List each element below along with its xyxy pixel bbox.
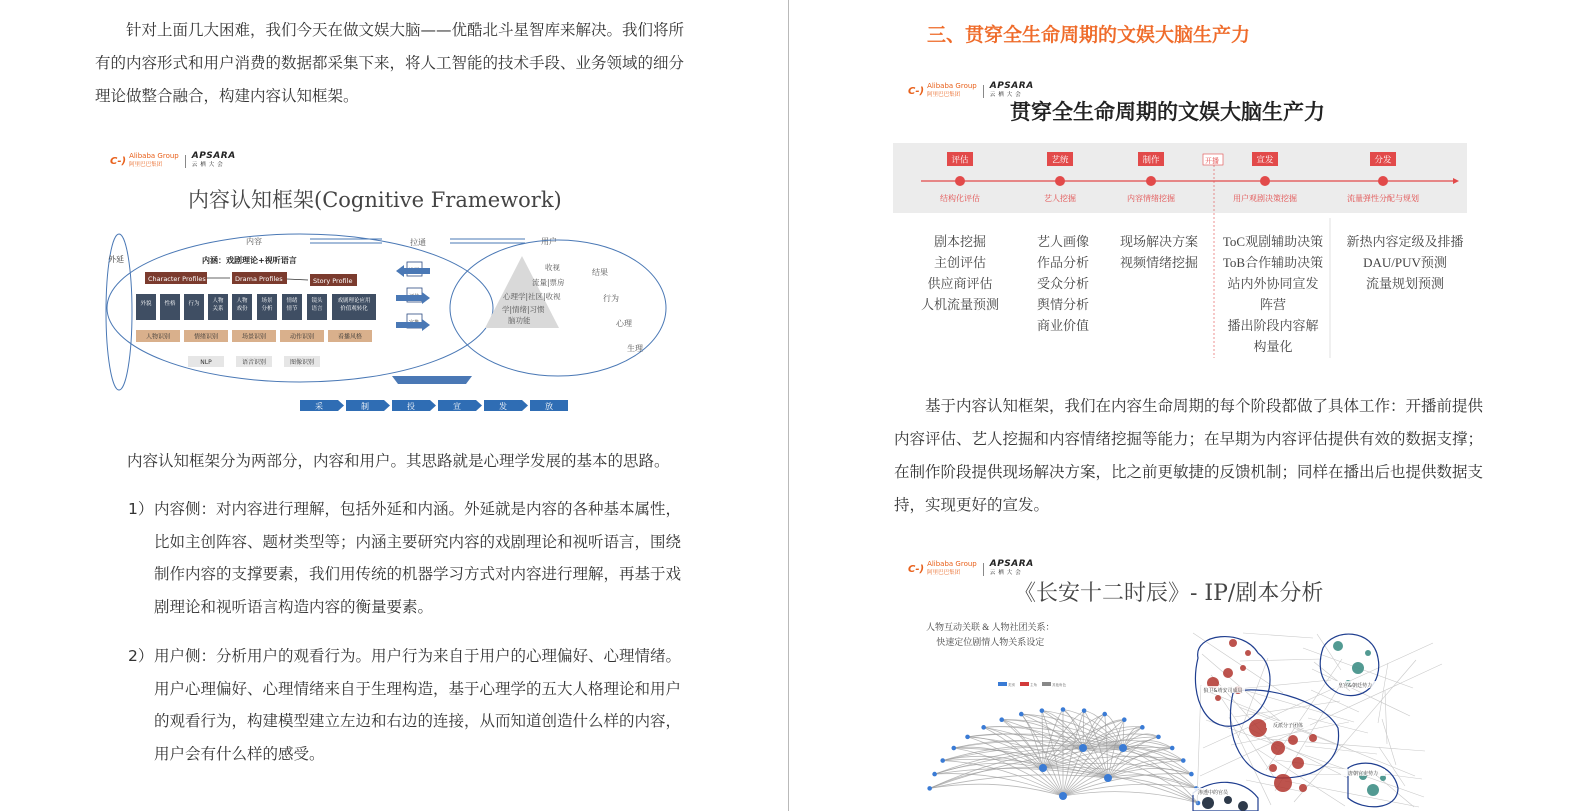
stage-tag-label: 分发: [1374, 155, 1392, 166]
network-node: [1271, 741, 1285, 755]
network-edge: [1385, 691, 1387, 744]
list-number: 1）: [128, 500, 154, 518]
network-edge: [1237, 680, 1331, 689]
network-node: [1292, 757, 1304, 769]
stage-item: 剧本挖掘: [933, 234, 986, 249]
attr-label: 性格: [164, 301, 176, 307]
network-node: [1333, 641, 1343, 651]
list-item-2: [128, 640, 684, 770]
tech-label: NLP: [200, 359, 212, 366]
attr-label: 戏剧理论应用: [337, 298, 371, 304]
stage-item: 艺人画像: [1036, 234, 1089, 249]
stage-item: 流量规划预测: [1365, 276, 1444, 291]
figure-changan-title: 《长安十二时辰》- IP/剧本分析: [1014, 581, 1324, 606]
network-node: [1119, 744, 1127, 752]
recog-label: 人物识别: [145, 333, 171, 341]
network-node: [1039, 764, 1047, 772]
logo-alibaba-text: Alibaba Group: [927, 82, 977, 90]
attr-label: 关系: [212, 306, 224, 312]
stage-label: 采: [315, 402, 323, 411]
stage-tag-label: 宣发: [1256, 155, 1274, 166]
cluster-outline: [1193, 782, 1258, 811]
profile-story: Story Profile: [313, 277, 353, 285]
network-graph-right: [1191, 633, 1442, 811]
network-node: [965, 735, 970, 740]
logo-alibaba-zh: 阿里巴巴集团: [927, 570, 961, 576]
cluster-label: 反派分子团体: [1272, 723, 1304, 729]
stage-label: 投: [407, 402, 415, 411]
stage-dot: [1055, 176, 1065, 186]
stage-item: DAU/PUV预测: [1363, 255, 1447, 270]
stage-item: 受众分析: [1036, 276, 1089, 291]
network-node: [940, 758, 945, 763]
attr-label: 镜头: [311, 298, 323, 304]
network-node: [981, 725, 986, 730]
network-node: [1202, 797, 1214, 809]
result-3: 心理: [616, 319, 632, 328]
legend-swatch: [1020, 682, 1029, 686]
stage-dot: [1378, 176, 1388, 186]
cluster-label: 唐朝官吏势力: [1347, 771, 1379, 777]
network-graph-left: [927, 707, 1200, 805]
right-page: [790, 0, 1579, 811]
network-node: [927, 786, 932, 791]
network-node: [1249, 719, 1267, 737]
stage-item: 商业价值: [1036, 318, 1089, 333]
network-edge: [1123, 720, 1124, 748]
pyramid-2: 流量|票房: [532, 278, 565, 287]
list-text: 内容侧：对内容进行理解，包括外延和内涵。外延就是内容的各种基本属性，比如主创阵容、题材类型等；内涵主要研究内容的戏剧理论和视听语言，围绕制作内容的支撑要素，我们用传统的机器学习方式对内容进行理解，再基于戏剧理论和视听语言构造内容的衡量要素。: [154, 500, 682, 616]
network-node: [1019, 712, 1024, 717]
recognition-boxes: [136, 330, 372, 342]
network-node: [1274, 774, 1292, 792]
stage-sub-label: 内容情绪挖掘: [1127, 194, 1175, 203]
stage-item: 现场解决方案: [1119, 234, 1198, 249]
stage-label: 发: [499, 402, 507, 411]
network-node: [1299, 784, 1307, 792]
label-user: 用户: [541, 237, 557, 246]
stage-item: 播出阶段内容解: [1227, 318, 1319, 333]
stage-item: 主创评估: [933, 255, 986, 270]
network-edge: [1063, 792, 1198, 803]
logo-alibaba-zh: 阿里巴巴集团: [927, 92, 961, 98]
stage-items-column: [1335, 231, 1475, 294]
network-node: [1367, 784, 1379, 796]
left-page: [0, 0, 788, 811]
network-node: [1059, 792, 1067, 800]
pyramid-3: 心理学|社区|收视: [503, 292, 561, 301]
cluster-label: 皇宫&朝廷势力: [1338, 683, 1372, 689]
stage-item: 视频情绪挖掘: [1119, 255, 1198, 270]
stage-sub-label: 艺人挖掘: [1044, 194, 1076, 203]
logo-apsara-zh: 云栖大会: [191, 162, 226, 168]
network-node: [1189, 772, 1194, 777]
stage-tag-label: 评估: [951, 155, 969, 166]
section-heading: 三、贯穿全生命周期的文娱大脑生产力: [927, 24, 1251, 46]
network-node: [932, 772, 937, 777]
network-edge: [1240, 659, 1322, 661]
network-node: [1079, 744, 1087, 752]
network-node: [1102, 712, 1107, 717]
stage-dot: [955, 176, 965, 186]
network-node: [999, 717, 1004, 722]
network-node: [1223, 668, 1233, 678]
network-node: [1082, 708, 1087, 713]
stage-sub-label: 流量弹性分配与规划: [1347, 194, 1419, 203]
network-node: [1229, 639, 1237, 647]
stage-dot: [1146, 176, 1156, 186]
list-number: 2）: [128, 647, 154, 665]
network-edge: [1203, 643, 1433, 748]
profile-drama: Drama Profiles: [235, 275, 283, 283]
attr-label: 戏份: [236, 306, 248, 312]
character-network-graphs: [893, 628, 1473, 811]
alibaba-logo-icon: C-): [908, 563, 925, 575]
alibaba-apsara-logo: [110, 152, 236, 170]
tech-label: 图像识别: [289, 359, 315, 366]
attr-label: 外貌: [140, 301, 152, 307]
lifecycle-paragraph: 基于内容认知框架，我们在内容生命周期的每个阶段都做了具体工作：开播前提供内容评估、艺人挖掘和内容情绪挖掘等能力；在早期为内容评估提供有效的数据支撑；在制作阶段提供现场解决方案，比之前更敏捷的反馈机制；同样在播出后也提供数据支持，实现更好的宣发。: [894, 397, 1484, 514]
network-node: [1240, 665, 1246, 671]
network-node: [1156, 735, 1161, 740]
stage-label: 放: [545, 402, 553, 411]
profile-character: Character Profiles: [148, 275, 206, 283]
result-1: 结果: [592, 268, 608, 277]
network-edge: [1382, 719, 1396, 765]
logo-apsara-text: APSARA: [191, 151, 236, 161]
caption-line-1: 人物互动关联 & 人物社团关系：: [926, 622, 1055, 632]
caption-line-2: 快速定位剧情人物关系设定: [936, 637, 1045, 647]
network-node: [1215, 695, 1221, 701]
network-node: [1140, 725, 1145, 730]
network-legend: [998, 682, 1067, 687]
stage-sub-label: 结构化评估: [940, 194, 980, 203]
network-node: [1352, 662, 1364, 674]
cluster-outline: [1195, 637, 1270, 727]
stage-item: 舆情分析: [1036, 297, 1089, 312]
recog-label: 情绪识别: [193, 333, 219, 341]
intro-paragraph: 针对上面几大困难，我们今天在做文娱大脑——优酷北斗星智库来解决。我们将所有的内容形式和用户消费的数据都采集下来，将人工智能的技术手段、业务领域的细分理论做整合融合，构建内容认知框架。: [95, 21, 685, 105]
network-node: [1061, 707, 1066, 712]
logo-apsara-zh: 云栖大会: [989, 570, 1024, 576]
stage-bar: [300, 400, 568, 411]
stage-dot: [1260, 176, 1270, 186]
recog-label: 动作识别: [289, 333, 315, 341]
legend-label: 其他角色: [1052, 683, 1066, 687]
stage-sub-label: 用户观剧决策挖掘: [1233, 194, 1297, 203]
network-node: [1309, 734, 1317, 742]
cluster-outline: [1230, 690, 1338, 778]
figure-cognitive-title: 内容认知框架(Cognitive Framework): [188, 188, 562, 212]
network-node: [1181, 758, 1186, 763]
summary-paragraph: 内容认知框架分为两部分，内容和用户。其思路就是心理学发展的基本的思路。: [127, 452, 670, 470]
attr-label: 情绪: [286, 298, 298, 304]
stage-label: 宣: [453, 402, 461, 411]
stage-tag-label: 制作: [1142, 155, 1160, 166]
attr-label: 行为: [188, 301, 200, 307]
tech-label: 语音识别: [241, 359, 267, 366]
stage-item: 人机流量预测: [920, 297, 999, 312]
label-waiyan: 外延: [108, 255, 124, 264]
network-node: [1224, 796, 1232, 804]
stage-item: 新热内容定级及排播: [1346, 234, 1464, 249]
figure-lifecycle-title: 贯穿全生命周期的文娱大脑生产力: [1010, 100, 1325, 124]
network-node: [1245, 650, 1251, 656]
stage-item: 阵营: [1259, 297, 1286, 312]
network-edge: [1243, 633, 1313, 638]
attribute-boxes: [136, 294, 376, 320]
logo-alibaba-text: Alibaba Group: [129, 152, 179, 160]
stage-items-column: [1203, 231, 1343, 357]
cognitive-framework-diagram: [100, 228, 680, 418]
cluster-label: 渗透中的官员: [1197, 790, 1229, 796]
logo-apsara-text: APSARA: [989, 81, 1034, 91]
attr-box: [136, 294, 156, 320]
result-4: 生理: [627, 344, 643, 353]
attr-label: 人物: [212, 298, 224, 304]
legend-swatch: [1042, 682, 1051, 686]
kaibo-label: 开播: [1205, 157, 1219, 165]
stage-item: ToB合作辅助决策: [1222, 255, 1324, 270]
logo-alibaba-zh: 阿里巴巴集团: [129, 162, 163, 168]
stage-item: ToC观剧辅助决策: [1222, 234, 1324, 249]
page-divider: [788, 0, 789, 811]
cluster-label: 狼卫&靖安司成员: [1203, 688, 1243, 694]
network-node: [1288, 735, 1298, 745]
attr-label: 场景: [261, 298, 273, 304]
tech-boxes: [188, 356, 320, 367]
network-node: [951, 746, 956, 751]
network-node: [1170, 746, 1175, 751]
stage-tag-label: 艺统: [1051, 155, 1069, 166]
attr-label: 分析: [261, 306, 273, 312]
network-node: [1104, 774, 1112, 782]
stage-item: 供应商评估: [927, 276, 993, 291]
list-text: 用户侧：分析用户的观看行为。用户行为来自于用户的心理偏好、心理情绪。用户心理偏好、心理情绪来自于生理构造，基于心理学的五大人格理论和用户的观看行为，构建模型建立左边和右边的连接，从而知道创造什么样的内容，用户会有什么样的感受。: [154, 647, 682, 763]
label-latong: 拉通: [410, 238, 426, 247]
attr-label: 价值观转化: [340, 306, 368, 312]
label-content: 内容: [246, 237, 262, 246]
recog-label: 看播风格: [337, 333, 363, 341]
pyramid-5: 脑功能: [508, 316, 531, 325]
logo-alibaba-text: Alibaba Group: [927, 560, 977, 568]
label-neihan: 内涵：戏剧理论+视听语言: [202, 256, 297, 265]
alibaba-logo-icon: C-): [908, 85, 925, 97]
list-item-1: [128, 493, 684, 623]
stage-label: 制: [361, 402, 369, 411]
network-node: [1269, 764, 1277, 772]
stage-item: 站内外协同宣发: [1227, 276, 1319, 291]
network-node: [1040, 708, 1045, 713]
attr-box: [184, 294, 204, 320]
legend-swatch: [998, 682, 1007, 686]
user-ellipse: [450, 240, 666, 376]
attr-label: 语言: [311, 306, 323, 312]
attr-label: 情节: [286, 306, 298, 312]
logo-apsara-zh: 云栖大会: [989, 92, 1024, 98]
network-node: [1365, 650, 1371, 656]
stage-item: 构量化: [1253, 339, 1293, 354]
result-2: 行为: [603, 294, 619, 303]
alibaba-logo-icon: C-): [110, 155, 127, 167]
recog-label: 场景识别: [241, 333, 267, 341]
network-node: [1238, 801, 1248, 811]
attr-box: [160, 294, 180, 320]
legend-label: 主角: [1030, 683, 1037, 687]
stage-item: 作品分析: [1036, 255, 1089, 270]
legend-label: 类别: [1008, 683, 1015, 687]
pyramid-4: 学|情绪|习惯: [502, 305, 545, 314]
pyramid-1: 收视: [545, 263, 560, 272]
logo-apsara-text: APSARA: [989, 559, 1034, 569]
network-node: [1196, 801, 1201, 806]
attr-label: 人物: [236, 298, 248, 304]
network-node: [1122, 717, 1127, 722]
